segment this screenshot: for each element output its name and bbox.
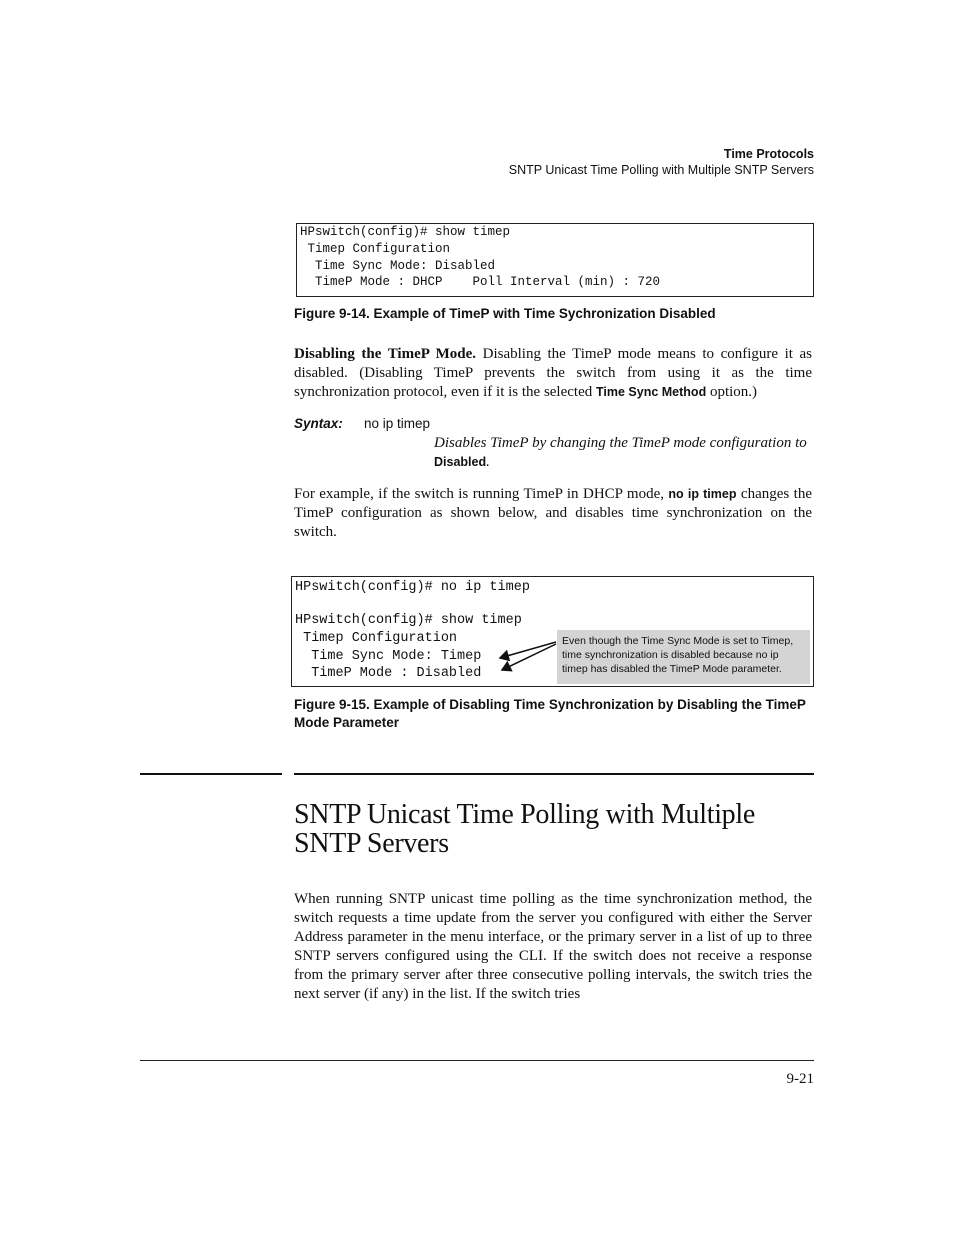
running-header-section: SNTP Unicast Time Polling with Multiple SNTP Servers	[508, 163, 814, 177]
callout-box: Even though the Time Sync Mode is set to Timep, time synchronization is disabled because no ip timep has disabled the TimeP Mode parameter.	[557, 630, 810, 684]
callout-arrows	[490, 636, 562, 676]
terminal-line: TimeP Mode : DHCP Poll Interval (min) : 720	[300, 275, 661, 289]
paragraph-text: For example, if the switch is running TimeP in DHCP mode,	[294, 486, 669, 502]
syntax-description-text: Disables TimeP by changing the TimeP mode configuration to	[434, 435, 807, 451]
syntax-label: Syntax:	[294, 416, 343, 431]
syntax-description-end: .	[486, 454, 490, 470]
paragraph-lead: Disabling the TimeP Mode.	[294, 346, 477, 362]
syntax-description	[434, 434, 814, 472]
page-number: 9-21	[786, 1071, 814, 1087]
terminal-line: Timep Configuration	[295, 631, 458, 646]
section-paragraph: When running SNTP unicast time polling as the time synchronization method, the switch requests a time update from the server you configured with either the Server Address parameter in the menu interface, or the primary server in a list of up to three SNTP servers configured using the CLI. If the switch does not receive a response from the primary server after three consecutive polling intervals, the switch tries the next server (if any) in the list. If the switch tries	[294, 891, 812, 1002]
paragraph-text: option.)	[706, 384, 758, 400]
section-title: SNTP Unicast Time Polling with Multiple SNTP Servers	[294, 799, 755, 859]
figure-caption-9-15: Figure 9-15. Example of Disabling Time Synchronization by Disabling the TimeP Mode Parameter	[294, 697, 806, 730]
syntax-value: Disabled	[434, 455, 487, 469]
section-rule-left	[140, 773, 282, 775]
arrow-to-timep-mode	[502, 644, 556, 670]
disabling-timep-paragraph	[294, 345, 812, 402]
footer-rule	[140, 1060, 814, 1061]
terminal-line: HPswitch(config)# no ip timep	[295, 580, 530, 595]
terminal-line: Time Sync Mode: Disabled	[300, 259, 496, 273]
running-header-chapter: Time Protocols	[723, 147, 814, 161]
paragraph-text: Disabling the TimeP mode means to configure it as disabled. (Disabling TimeP prevents the switch from using it as the time synchronization protocol, even if it is the selected	[294, 346, 812, 400]
inline-command: no ip timep	[668, 487, 737, 501]
paragraph-text: changes the TimeP configuration as shown below, and disables time synchronization on the switch.	[294, 486, 812, 540]
figure-caption-9-14: Figure 9-14. Example of TimeP with Time Sychronization Disabled	[294, 306, 716, 321]
terminal-line: Time Sync Mode: Timep	[295, 649, 482, 664]
option-name: Time Sync Method	[596, 385, 707, 399]
terminal-line: HPswitch(config)# show timep	[300, 225, 511, 239]
syntax-command: no ip timep	[364, 416, 431, 431]
terminal-line: HPswitch(config)# show timep	[295, 613, 522, 628]
terminal-line: Timep Configuration	[300, 242, 451, 256]
section-rule-right	[294, 773, 814, 775]
terminal-line: TimeP Mode : Disabled	[295, 666, 482, 681]
example-paragraph	[294, 485, 812, 542]
terminal-output-show-timep	[296, 223, 814, 297]
arrow-to-time-sync-mode	[500, 642, 556, 658]
